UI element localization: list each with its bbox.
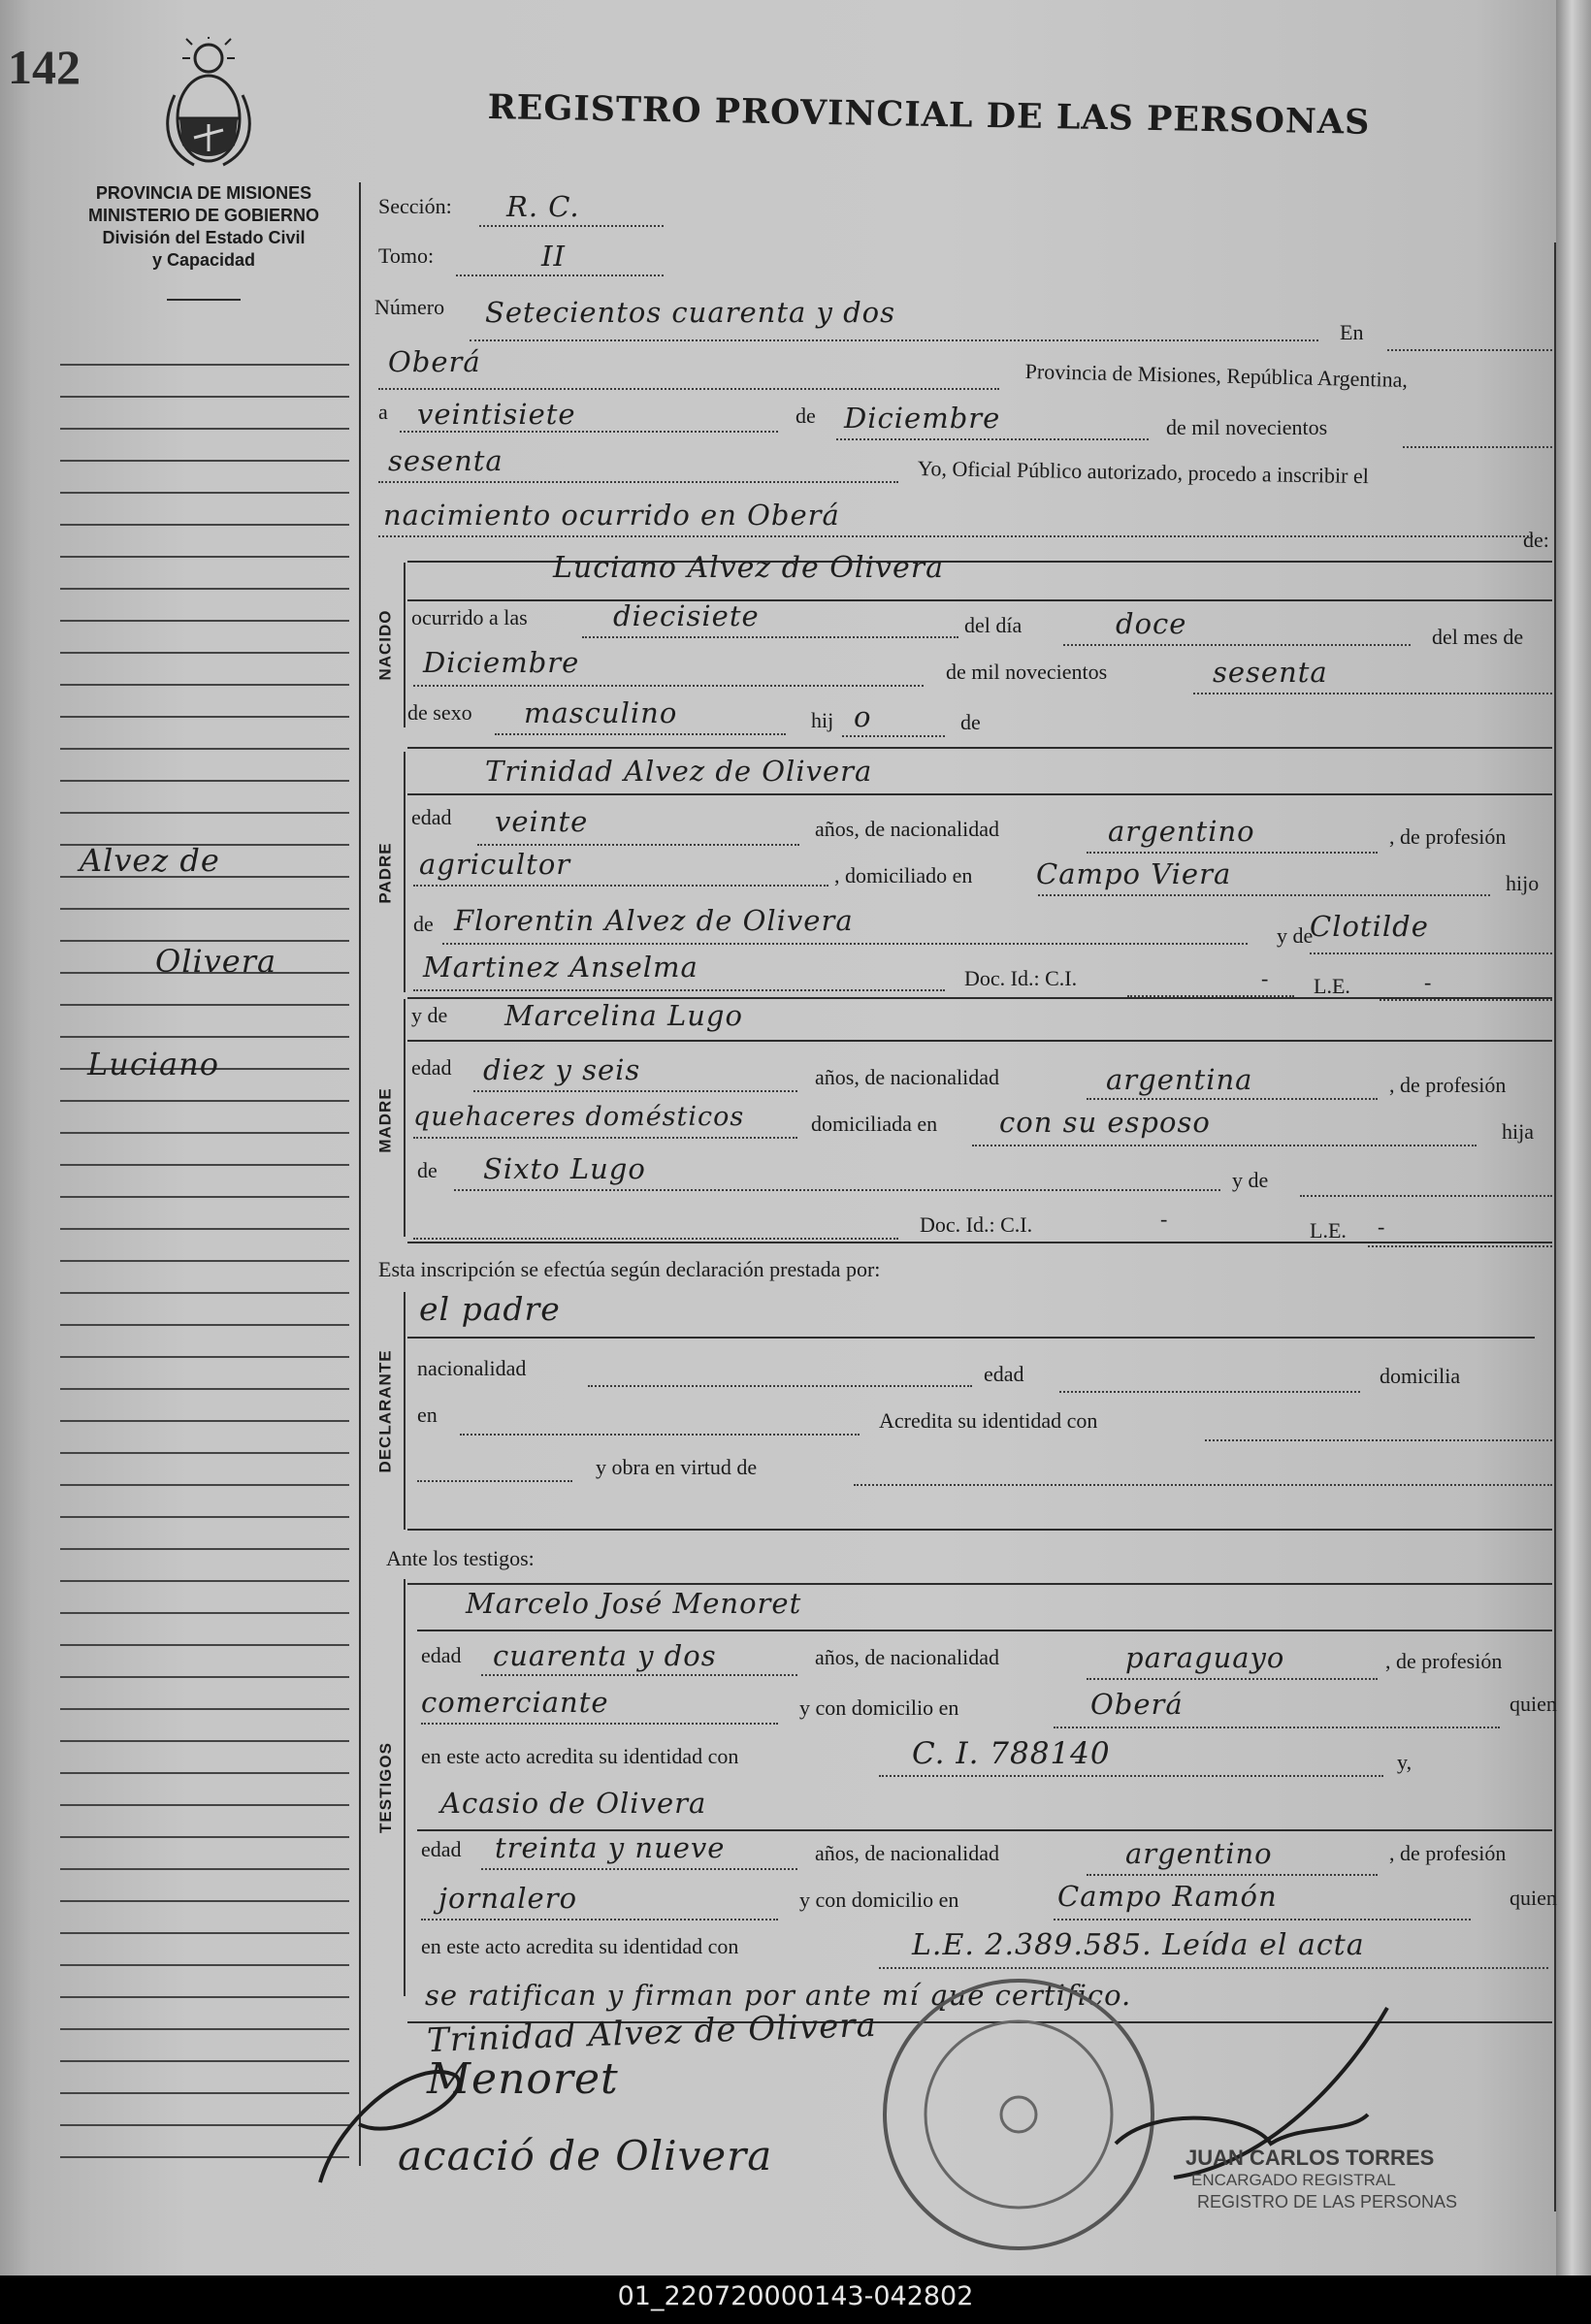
sexo-line <box>495 733 786 735</box>
testigo1-id-label: en este acto acredita su identidad con <box>421 1744 739 1768</box>
margin-line <box>60 492 349 494</box>
seccion-value: R. C. <box>506 190 580 223</box>
madre-mother-line <box>1300 1195 1552 1197</box>
place-value: Oberá <box>388 345 481 378</box>
margin-line <box>60 716 349 718</box>
ocurrido-label: ocurrido a las <box>411 605 528 629</box>
margin-line <box>60 1836 349 1838</box>
sexo-value: masculino <box>524 696 678 729</box>
issuer-block <box>58 182 349 272</box>
declarante-domicilia-label: domicilia <box>1380 1364 1461 1388</box>
declarante-bottom-rule <box>407 1529 1552 1531</box>
padre-father-line <box>442 943 1248 945</box>
testigo2-prof-value: jornalero <box>438 1882 578 1915</box>
madre-le-value: - <box>1378 1214 1385 1239</box>
margin-line <box>60 428 349 430</box>
margin-line <box>60 1932 349 1934</box>
madre-nac-value: argentina <box>1106 1063 1253 1096</box>
padre-doc-label: Doc. Id.: C.I. <box>964 966 1078 990</box>
issuer-division: División del Estado Civil <box>102 228 306 247</box>
testigo1-prof-value: comerciante <box>421 1686 609 1719</box>
section-label-nacido: NACIDO <box>376 609 395 681</box>
nacido-mil-label: de mil novecientos <box>946 660 1108 684</box>
testigo2-id-label: en este acto acredita su identidad con <box>421 1934 739 1958</box>
nacido-name-rule <box>407 599 1552 601</box>
place-line <box>378 388 999 390</box>
hij-label: hij <box>811 708 834 732</box>
month-value: Diciembre <box>844 402 1001 435</box>
margin-line <box>60 1100 349 1102</box>
padre-le-label: L.E. <box>1314 974 1350 998</box>
declarante-obra-line <box>854 1484 1552 1486</box>
official-name: JUAN CARLOS TORRES <box>1185 2146 1435 2170</box>
testigo2-prof-label: , de profesión <box>1389 1841 1507 1865</box>
registry-title: REGISTRO PROVINCIAL DE LAS PERSONAS <box>487 87 1371 143</box>
numero-line <box>470 339 1318 341</box>
padre-dom-label: , domiciliado en <box>834 863 973 888</box>
madre-edad-label: edad <box>411 1055 452 1080</box>
month-line <box>836 438 1149 440</box>
padre-name: Trinidad Alvez de Olivera <box>485 755 873 788</box>
padre-mother2-line <box>413 989 945 991</box>
margin-line <box>60 1548 349 1550</box>
padre-y-de-label: y de <box>1277 923 1314 948</box>
madre-le-label: L.E. <box>1310 1218 1347 1243</box>
margin-line <box>60 940 349 942</box>
margin-line <box>60 1868 349 1870</box>
margin-line <box>60 1900 349 1902</box>
main-border-right <box>1554 242 1556 2211</box>
del-mes-label: del mes de <box>1432 625 1524 649</box>
padre-father-value: Florentin Alvez de Olivera <box>454 904 854 937</box>
declarante-blank-line <box>417 1480 572 1482</box>
day-value: veintisiete <box>417 398 576 431</box>
margin-note-surname: Alvez de <box>80 842 220 879</box>
margin-line <box>60 1772 349 1774</box>
testigo2-nac-label: años, de nacionalidad <box>815 1841 999 1865</box>
padre-mother-line <box>1310 952 1552 954</box>
nacido-day-value: doce <box>1116 607 1187 640</box>
issuer-ministry: MINISTERIO DE GOBIERNO <box>87 206 320 225</box>
signature-father: Trinidad Alvez de Olivera <box>426 2005 878 2061</box>
margin-note-surname2: Olivera <box>155 943 277 980</box>
signature-witness2: acació de Olivera <box>398 2132 773 2179</box>
padre-dom-value: Campo Viera <box>1036 857 1232 890</box>
numero-value: Setecientos cuarenta y dos <box>485 296 895 329</box>
testigo1-edad-label: edad <box>421 1643 462 1667</box>
margin-line <box>60 396 349 398</box>
declarante-name-rule <box>407 1337 1535 1339</box>
padre-nac-label: años, de nacionalidad <box>815 817 999 841</box>
testigo2-dom-label: y con domicilio en <box>799 1888 959 1912</box>
tomo-line <box>456 274 664 276</box>
margin-line <box>60 748 349 750</box>
margin-line <box>60 652 349 654</box>
testigo2-dom-line <box>1054 1919 1471 1921</box>
testigo2-nac-line <box>1087 1874 1378 1876</box>
madre-bottom-rule <box>407 1242 1552 1243</box>
madre-doc-value: - <box>1160 1207 1168 1231</box>
madre-edad-value: diez y seis <box>483 1053 641 1086</box>
declarante-en-label: en <box>417 1403 438 1427</box>
padre-nac-value: argentino <box>1108 815 1255 848</box>
padre-edad-label: edad <box>411 805 452 829</box>
mil-label: de mil novecientos <box>1166 415 1328 439</box>
madre-nac-line <box>1087 1098 1378 1100</box>
padre-hijo-label: hijo <box>1506 871 1540 895</box>
declarante-acredita-line <box>1205 1439 1552 1441</box>
madre-le-line <box>1368 1245 1552 1247</box>
margin-line <box>60 1292 349 1294</box>
testigo1-prof-line <box>421 1723 778 1725</box>
file-id-caption: 01_220720000143-042802 <box>617 2281 974 2311</box>
mil-tail-line <box>1403 446 1552 448</box>
madre-blank-line <box>413 1238 898 1240</box>
testigo1-edad-value: cuarenta y dos <box>493 1639 717 1672</box>
year-value: sesenta <box>388 444 503 477</box>
madre-name: Marcelina Lugo <box>504 999 743 1032</box>
main-border-left <box>359 182 361 2166</box>
oficial-text: Yo, Oficial Público autorizado, procedo a inscribir el <box>917 456 1370 489</box>
seccion-label: Sección: <box>378 194 452 218</box>
padre-prof-value: agricultor <box>419 848 571 881</box>
madre-dom-label: domiciliada en <box>811 1112 938 1136</box>
madre-de-label: de <box>417 1158 438 1182</box>
margin-line <box>60 1260 349 1262</box>
testigo2-edad-line <box>481 1868 797 1870</box>
padre-nac-line <box>1087 852 1378 854</box>
coat-of-arms-icon <box>155 37 262 175</box>
margin-line <box>60 556 349 558</box>
margin-line <box>60 780 349 782</box>
padre-mother-value2: Martinez Anselma <box>423 951 698 984</box>
declarante-en-line <box>460 1434 860 1436</box>
margin-line <box>60 1964 349 1966</box>
testigo1-edad-line <box>481 1674 797 1676</box>
official-title1: ENCARGADO REGISTRAL <box>1191 2171 1396 2189</box>
testigo2-quien-label: quien <box>1510 1886 1557 1910</box>
margin-line <box>60 1388 349 1390</box>
madre-father-line <box>454 1189 1220 1191</box>
issuer-province: PROVINCIA DE MISIONES <box>95 183 312 203</box>
madre-edad-line <box>473 1090 797 1092</box>
madre-dom-line <box>972 1145 1477 1146</box>
margin-line <box>60 460 349 462</box>
testigo2-dom-value: Campo Ramón <box>1057 1880 1278 1913</box>
padre-prof-line <box>413 885 828 887</box>
madre-prof-line <box>413 1137 797 1139</box>
margin-line <box>60 1580 349 1582</box>
testigo1-prof-label: , de profesión <box>1385 1649 1503 1673</box>
testigo1-name: Marcelo José Menoret <box>466 1587 802 1620</box>
act-value: nacimiento ocurrido en Oberá <box>383 499 840 532</box>
padre-doc-value: - <box>1261 966 1269 990</box>
margin-line <box>60 1740 349 1742</box>
nacido-name: Luciano Alvez de Olivera <box>553 551 944 585</box>
en-line <box>1387 349 1552 351</box>
margin-line <box>60 364 349 366</box>
testigo2-nac-value: argentino <box>1125 1837 1273 1870</box>
nacido-bottom-rule <box>407 747 1552 749</box>
testigo2-edad-value: treinta y nueve <box>495 1831 726 1864</box>
margin-line <box>60 812 349 814</box>
declarante-edad-line <box>1059 1391 1360 1393</box>
madre-name-rule <box>407 1040 1552 1042</box>
issuer-underline <box>167 299 241 301</box>
nacido-year-line <box>1193 693 1552 694</box>
nacido-de-label: de <box>960 710 981 734</box>
testigo1-id-line <box>879 1775 1383 1777</box>
madre-y-de-label: y de <box>411 1003 448 1027</box>
closing-line: se ratifican y firman por ante mí que certifico. <box>425 1979 1132 2012</box>
testigo1-quien-label: quien <box>1510 1692 1557 1716</box>
declarante-value: el padre <box>419 1290 561 1328</box>
margin-line <box>60 1708 349 1710</box>
testigo1-dom-line <box>1054 1727 1500 1728</box>
nacido-month-line <box>413 685 924 687</box>
declarante-obra-label: y obra en virtud de <box>596 1455 758 1479</box>
padre-le-line <box>1380 999 1552 1001</box>
hij-line <box>842 735 945 737</box>
madre-nac-label: años, de nacionalidad <box>815 1065 999 1089</box>
padre-edad-value: veinte <box>495 805 589 838</box>
madre-hija-label: hija <box>1502 1119 1534 1144</box>
padre-mother-value: Clotilde <box>1310 910 1429 943</box>
madre-prof-label: , de profesión <box>1389 1073 1507 1097</box>
margin-line <box>60 1132 349 1134</box>
day-line <box>400 431 778 433</box>
a-label: a <box>378 400 388 424</box>
book-edge <box>1556 0 1591 2276</box>
issuer-capacity: y Capacidad <box>151 250 256 270</box>
testigos-intro: Ante los testigos: <box>386 1546 535 1570</box>
declarante-nacionalidad-label: nacionalidad <box>417 1356 527 1380</box>
madre-father-value: Sixto Lugo <box>483 1152 646 1185</box>
margin-line <box>60 1196 349 1198</box>
de-label: de <box>796 403 816 428</box>
margin-line <box>60 1324 349 1326</box>
padre-edad-line <box>477 844 799 846</box>
sexo-label: de sexo <box>407 700 472 725</box>
margin-line <box>60 1676 349 1678</box>
madre-doc-label: Doc. Id.: C.I. <box>920 1212 1033 1237</box>
nacido-year-value: sesenta <box>1213 656 1328 689</box>
margin-note-given-name: Luciano <box>87 1046 219 1082</box>
act-de-label: de: <box>1523 528 1549 552</box>
nacido-day-line <box>1063 644 1411 646</box>
hij-value: o <box>854 700 872 733</box>
margin-line <box>60 1228 349 1230</box>
section-label-testigos: TESTIGOS <box>376 1742 395 1833</box>
act-line <box>378 535 1533 537</box>
madre-y-de2-label: y de <box>1232 1168 1269 1192</box>
hour-line <box>582 636 958 638</box>
province-text: Provincia de Misiones, República Argentina, <box>1024 359 1409 392</box>
tomo-value: II <box>541 240 566 273</box>
testigo2-id-value: L.E. 2.389.585. Leída el acta <box>912 1928 1365 1962</box>
testigo1-nac-value: paraguayo <box>1125 1641 1285 1674</box>
margin-line <box>60 1004 349 1006</box>
tomo-label: Tomo: <box>378 243 435 268</box>
padre-de-label: de <box>413 912 434 936</box>
testigo1-dom-label: y con domicilio en <box>799 1695 959 1720</box>
testigo1-top-rule <box>407 1583 1552 1585</box>
seccion-line <box>479 225 664 227</box>
padre-name-rule <box>407 793 1552 795</box>
numero-label: Número <box>374 295 445 319</box>
margin-line <box>60 588 349 590</box>
margin-line <box>60 1452 349 1454</box>
margin-line <box>60 524 349 526</box>
margin-line <box>60 1356 349 1358</box>
margin-line <box>60 620 349 622</box>
margin-line <box>60 1644 349 1646</box>
margin-line <box>60 1804 349 1806</box>
margin-line <box>60 1036 349 1038</box>
page-number: 142 <box>8 40 81 94</box>
year-line <box>378 481 898 483</box>
margin-line <box>60 684 349 686</box>
signature-witness1: Menoret <box>427 2054 619 2104</box>
testigo1-dom-value: Oberá <box>1090 1688 1184 1721</box>
testigo2-prof-line <box>421 1919 778 1921</box>
declarante-nac-line <box>588 1385 972 1387</box>
margin-line <box>60 1516 349 1518</box>
margin-line <box>60 1612 349 1614</box>
hour-value: diecisiete <box>613 599 760 632</box>
padre-le-value: - <box>1424 970 1432 994</box>
nacido-month-value: Diciembre <box>423 646 580 679</box>
testigo2-edad-label: edad <box>421 1837 462 1861</box>
madre-prof-value: quehaceres domésticos <box>413 1102 745 1132</box>
margin-line <box>60 908 349 910</box>
section-label-declarante: DECLARANTE <box>376 1348 396 1473</box>
madre-dom-value: con su esposo <box>999 1106 1211 1139</box>
declarante-acredita-label: Acredita su identidad con <box>879 1408 1098 1433</box>
margin-line <box>60 1164 349 1166</box>
testigo1-end: y, <box>1397 1750 1412 1774</box>
section-label-madre: MADRE <box>376 1087 395 1153</box>
margin-line <box>60 1420 349 1422</box>
testigo2-name: Acasio de Olivera <box>440 1787 707 1820</box>
del-dia-label: del día <box>964 613 1023 637</box>
declarante-intro: Esta inscripción se efectúa según declaración prestada por: <box>378 1257 881 1281</box>
padre-prof-label: , de profesión <box>1389 824 1507 849</box>
declarante-edad-label: edad <box>984 1362 1024 1386</box>
testigo1-nac-line <box>1087 1678 1378 1680</box>
testigo1-id-value: C. I. 788140 <box>912 1736 1111 1771</box>
en-label: En <box>1340 320 1364 344</box>
testigo1-nac-label: años, de nacionalidad <box>815 1645 999 1669</box>
padre-dom-line <box>1038 894 1490 896</box>
official-title2: REGISTRO DE LAS PERSONAS <box>1197 2192 1458 2211</box>
margin-line <box>60 1484 349 1486</box>
section-label-padre: PADRE <box>376 842 395 904</box>
testigo1-name-rule <box>417 1630 1552 1631</box>
